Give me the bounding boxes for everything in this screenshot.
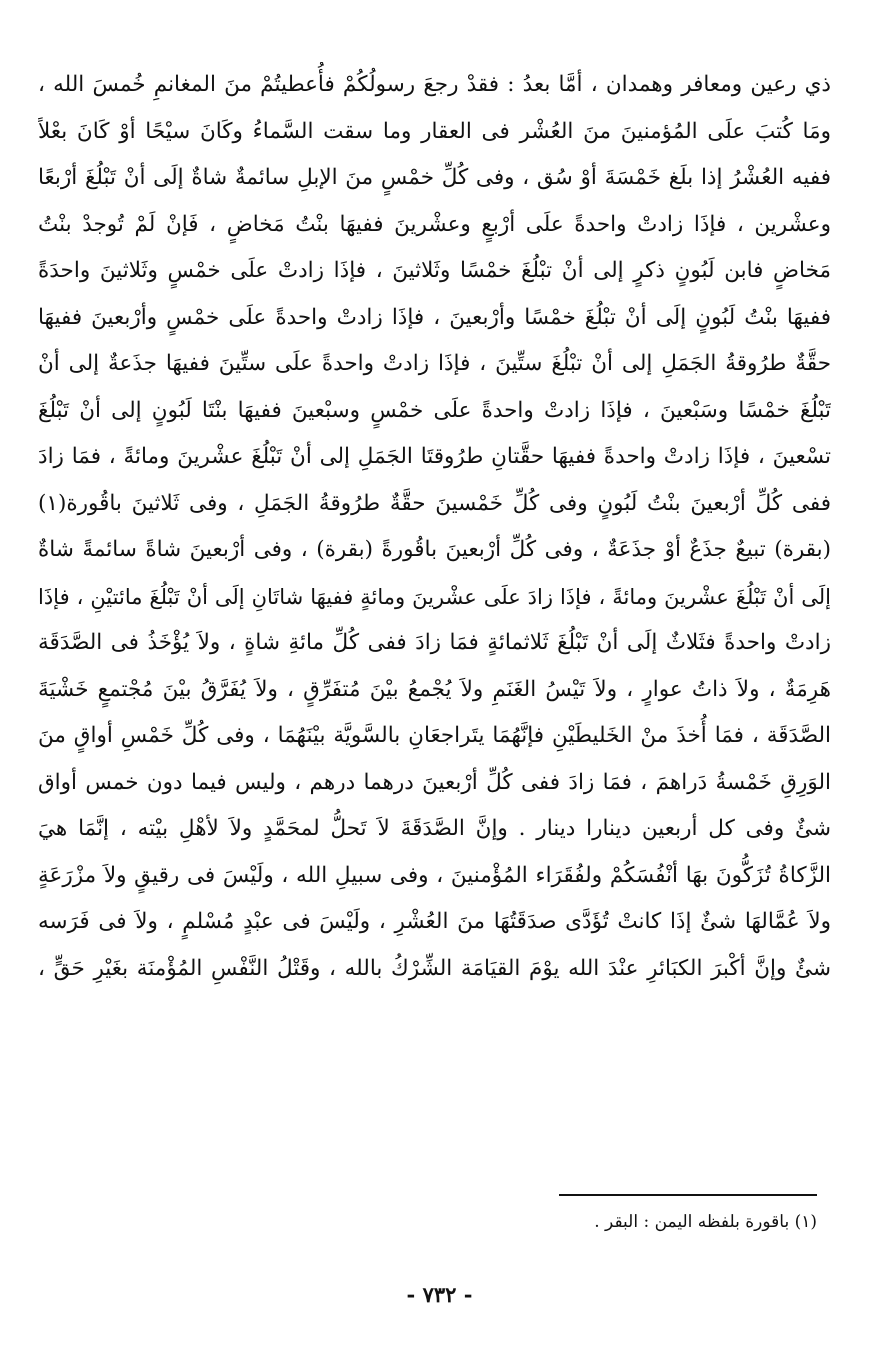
text-line-16: الوَرِقِ خَمْسةُ دَراهمَ ، فمَا زادَ ففى كُلِّ أرْبعينَ درهما درهم ، وليس فيما دون خمس أواق (38, 769, 831, 795)
text-line-1: ذي رعين ومعافر وهمدان ، أمَّا بعدُ : فقدْ رجعَ رسولُكُمْ فأُعطيتُمْ منَ المغانمِ خُمسَ الله ، (38, 72, 831, 97)
footnote: (١) باقورة بلفظه اليمن : البقر . (594, 1212, 817, 1232)
footnote-divider (559, 1194, 817, 1196)
text-line-3: ففيه العُشْرُ إذا بلَغ خَمْسَةَ أوْ سُق ، وفى كُلِّ خمْسٍ منَ الإبلِ سائمةٌ شاةٌ إلَى أنْ تَبْلُغَ أرْبعًا (38, 165, 831, 190)
text-line-18: الزَّكاةُ تُزَكُّونَ بهَا أنْفُسَكُمْ ولفُقَرَاء المُؤْمنينَ ، وفى سبيلِ الله ، ولَيْسَ فى رقيقٍ ولاَ مزْرَعَةٍ (38, 862, 831, 888)
text-line-4: وعشْرين ، فإذَا زادتْ واحدةً علَى أرْبعٍ وعشْرينَ ففيهَا بنْتُ مَخاضٍ ، فَإنْ لَمْ تُوجدْ بنْتُ (38, 211, 831, 237)
text-line-20: شئٌ وإنَّ أكْبرَ الكبَائرِ عنْدَ الله يوْمَ القيَامَة الشِّرْكُ بالله ، وقَتْلُ النَّفْسِ المُؤْمنَة بغَيْرِ حَقٍّ ، (38, 955, 831, 981)
text-line-10: ففى كُلِّ أرْبعينَ بنْتُ لَبُونٍ وفى كُلِّ خَمْسينَ حقَّةٌ طرُوقةُ الجَمَلِ ، وفى ثَلاثينَ باقُورة(١) (38, 490, 831, 516)
arabic-body-text (38, 62, 831, 992)
page-number: - ٧٣٢ - (406, 1282, 473, 1307)
text-line-17: شئٌ وفى كل أربعين دينارا دينار . وإنَّ الصَّدَقَةَ لاَ تَحلُّ لمحَمَّدٍ ولاَ لأهْلِ بيْته ، إنَّمَا هيَ (38, 816, 831, 841)
text-line-11: (بقرة) تبيعٌ جذَعٌ أوْ جذَعَةٌ ، وفى كُلِّ أرْبعينَ باقُورةً (بقرة) ، وفى أرْبعينَ شاةً سائمةً شاةٌ (38, 537, 831, 562)
text-line-5: مَخاضٍ فابن لَبُونٍ ذكرٍ إلى أنْ تبْلُغَ خمْسًا وثَلاثينَ ، فإذَا زادتْ علَى خمْسٍ وثَلاثينَ واحدَةً (38, 258, 831, 283)
text-line-8: تَبْلُغَ خمْسًا وسَبْعينَ ، فإذَا زادتْ واحدةً علَى خمْسٍ وسبْعينَ ففيهَا بنْتَا لَبُونٍ إلى أنْ تَبْلُغَ (38, 397, 831, 423)
text-line-2: ومَا كُتبَ علَى المُؤمنينَ منَ العُشْر فى العقار وما سقت السَّماءُ وكَانَ سيْحًا أوْ كَانَ بعْلاً (38, 118, 831, 144)
text-line-12: إلَى أنْ تَبْلُغَ عشْرينَ ومائةً ، فإذَا زادَ علَى عشْرينَ ومائةٍ ففيهَا شاتَانِ إلَى أنْ تَبْلُغَ مائتيْنِ ، فإذَا (38, 584, 831, 609)
text-line-15: الصَّدَقَة ، فمَا أُخذَ منْ الخَليطَيْنِ فإنَّهُمَا يتَراجعَانِ بالسَّويَّة بيْنَهُمَا ، وفى كُلِّ خَمْسِ أواقٍ منَ (38, 723, 831, 748)
text-line-14: هَرِمَةٌ ، ولاَ ذاتُ عوارٍ ، ولاَ تَيْسُ الغَنَمِ ولاَ يُجْمعُ بيْنَ مُتفَرِّقٍ ، ولاَ يُفَرَّقُ بيْنَ مُجْتمعٍ خَشْيَةَ (38, 676, 831, 702)
text-line-19: ولاَ عُمَّالهَا شئٌ إذَا كانتْ تُؤَدَّى صدَقَتُهَا منَ العُشْرِ ، ولَيْسَ فى عبْدٍ مُسْلمٍ ، ولاَ فى فَرَسه (38, 909, 831, 934)
text-line-13: زادتْ واحدةً فثَلاثٌ إلَى أنْ تَبْلُغَ ثَلاثمائةٍ فمَا زادَ ففى كُلِّ مائةِ شاةٍ ، ولاَ يُؤْخَذُ فى الصَّدَقَة (38, 630, 831, 655)
text-line-7: حقَّةٌ طرُوقةُ الجَمَلِ إلى أنْ تبْلُغَ ستِّينَ ، فإذَا زادتْ واحدةً علَى ستِّينَ ففيهَا جذَعةٌ إلى أنْ (38, 351, 831, 376)
text-line-9: تسْعينَ ، فإذَا زادتْ واحدةً ففيهَا حقَّتانِ طرُوقتَا الجَمَلِ إلى أنْ تَبْلُغَ عشْرينَ ومائةً ، فمَا زادَ (38, 444, 831, 469)
text-line-6: ففيهَا بنْتُ لَبُونٍ إلَى أنْ تبْلُغَ خمْسًا وأرْبعينَ ، فإذَا زادتْ واحدةً علَى خمْسٍ وأرْبعينَ ففيهَا (38, 304, 831, 330)
